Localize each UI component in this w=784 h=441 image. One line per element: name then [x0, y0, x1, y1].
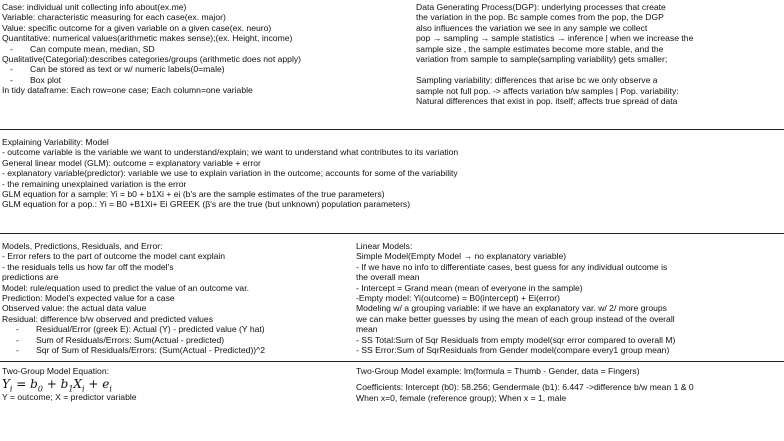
note-line: - the remaining unexplained variation is the error [2, 178, 187, 189]
eq-subscript: 0 [37, 384, 43, 394]
bullet-dash: - [10, 64, 13, 75]
eq-operator: + [84, 377, 103, 392]
note-line: Two-Group Model example: lm(formula = Thumb - Gender, data = Fingers) [356, 366, 640, 376]
note-line: Sum of Residuals/Errors: Sum(Actual - predicted) [36, 334, 225, 345]
bullet-dash: - [10, 74, 13, 85]
note-line: Prediction: Model's expected value for a case [2, 292, 175, 303]
note-linear-models [356, 241, 782, 355]
note-line: also influences the variation we see in any sample we collect [416, 22, 648, 33]
note-line: Quantitative: numerical values(arithmetic makes sense);(ex. Height, income) [2, 33, 293, 44]
note-line: Box plot [30, 74, 62, 85]
note-line: Model: rule/equation used to predict the value of an outcome var. [2, 282, 249, 293]
note-line: pop → sampling → sample statistics → inference | when we increase the [416, 33, 694, 44]
note-line: Variable: characteristic measuring for each case(ex. major) [2, 12, 226, 23]
note-line: Can be stored as text or w/ numeric labels(0=male) [30, 64, 225, 75]
eq-term: b [60, 377, 69, 392]
note-line: Modeling w/ a grouping variable: if we have an explanatory var. w/ 2/ more groups [356, 303, 667, 314]
note-line: - If we have no info to differentiate cases, best guess for any individual outcome is [356, 261, 668, 272]
note-line: variation from sample to sample(sampling variability) gets smaller; [416, 53, 668, 64]
note-line: General linear model (GLM): outcome = explanatory variable + error [2, 157, 261, 168]
note-two-group-example [356, 366, 782, 403]
note-line: Explaining Variability: Model [2, 137, 109, 147]
note-line: Can compute mean, median, SD [30, 43, 155, 54]
bullet-dash: - [10, 43, 13, 54]
note-bullet-line [2, 345, 348, 355]
divider [0, 361, 784, 362]
note-line: Data Generating Process(DGP): underlying processes that create [416, 2, 666, 12]
note-line: Residual: difference b/w observed and predicted values [2, 313, 213, 324]
eq-term: X [73, 377, 82, 392]
note-line: Simple Model(Empty Model → no explanatory variable) [356, 251, 567, 262]
note-dgp [416, 2, 782, 107]
note-line: predictions are [2, 272, 59, 283]
divider [0, 129, 784, 130]
note-line: Coefficients: Intercept (b0): 58.256; Gendermale (b1): 6.447 ->difference b/w mean 1 & 0 [356, 382, 694, 393]
note-line: the overall mean [356, 272, 420, 283]
divider [0, 233, 784, 234]
eq-subscript: 1 [68, 384, 74, 394]
note-models-residuals [2, 241, 348, 355]
note-line: sample not full pop. -> affects variation b/w samples | Pop. variability: [416, 85, 679, 96]
note-line: - the residuals tells us how far off the model's [2, 261, 174, 272]
note-line: Residual/Error (greek E): Actual (Y) - predicted value (Y hat) [36, 324, 265, 335]
eq-term: b [30, 377, 38, 392]
eq-subscript: i [9, 384, 13, 394]
note-bullet-line [2, 64, 400, 74]
note-line: - Error refers to the part of outcome the model cant explain [2, 251, 226, 262]
note-line: Observed value: the actual data value [2, 303, 147, 314]
eq-operator: = [12, 377, 31, 392]
note-line: sample size , the sample estimates become more stable, and the [416, 43, 664, 54]
note-line: - explanatory variable(predictor): variable we use to explain variation in the outcome; accounts for some of the variability [2, 168, 458, 179]
note-line: GLM equation for a sample: Yi = b0 + b1Xi + ei (b's are the sample estimates of the true parameters) [2, 188, 385, 199]
note-two-group-equation [2, 366, 348, 403]
note-explaining-variability [2, 137, 782, 210]
note-line: Models, Predictions, Residuals, and Error: [2, 241, 163, 251]
eq-operator: + [42, 377, 61, 392]
eq-term: Y [2, 377, 10, 392]
note-definitions [2, 2, 400, 96]
note-line: -Empty model: Yi(outcome) = B0(intercept) + Ei(error) [356, 292, 560, 303]
note-line: Sqr of Sum of Residuals/Errors: (Sum(Actual - Predicted))^2 [36, 344, 265, 355]
note-bullet-line [2, 44, 400, 54]
note-bullet-line [2, 324, 348, 334]
note-line: Value: specific outcome for a given variable on a given case(ex. neuro) [2, 22, 272, 33]
note-line: the variation in the pop. Bc sample comes from the pop, the DGP [416, 12, 664, 23]
note-line: Two-Group Model Equation: [2, 366, 110, 376]
bullet-dash: - [16, 324, 19, 335]
equation [2, 376, 348, 392]
note-line: Sampling variability: differences that arise bc we only observe a [416, 75, 658, 86]
note-bullet-line [2, 75, 400, 85]
eq-subscript: i [81, 384, 85, 394]
bullet-dash: - [16, 344, 19, 355]
note-line: mean [356, 324, 378, 335]
note-line: - SS Error:Sum of SqrResiduals from Gender model(compare every1 group mean) [356, 344, 670, 355]
bullet-dash: - [16, 334, 19, 345]
note-line: When x=0, female (reference group); When x = 1, male [356, 392, 567, 403]
note-line: Case: individual unit collecting info about(ex.me) [2, 2, 187, 12]
note-line: Natural differences that exist in pop. itself; affects true spread of data [416, 96, 678, 107]
note-line: GLM equation for a pop.: Yi = B0 +B1Xi+ Ei GREEK (β's are the true (but unknown) population parameters) [2, 199, 411, 210]
note-line: we can make better guesses by using the mean of each group instead of the overall [356, 313, 675, 324]
eq-subscript: i [109, 384, 112, 394]
note-line: Linear Models: [356, 241, 413, 251]
note-bullet-line [2, 335, 348, 345]
eq-term: e [102, 377, 110, 392]
note-line: - Intercept = Grand mean (mean of everyone in the sample) [356, 282, 583, 293]
note-line: Y = outcome; X = predictor variable [2, 392, 137, 403]
note-line: Qualitative(Categorial):describes categories/groups (arithmetic does not apply) [2, 53, 302, 64]
note-line: In tidy dataframe: Each row=one case; Each column=one variable [2, 85, 253, 96]
note-line: - SS Total:Sum of Sqr Residuals from empty model(sqr error compared to overall M) [356, 334, 676, 345]
note-line: - outcome variable is the variable we want to understand/explain; we want to understand what contributes to its variation [2, 147, 459, 158]
